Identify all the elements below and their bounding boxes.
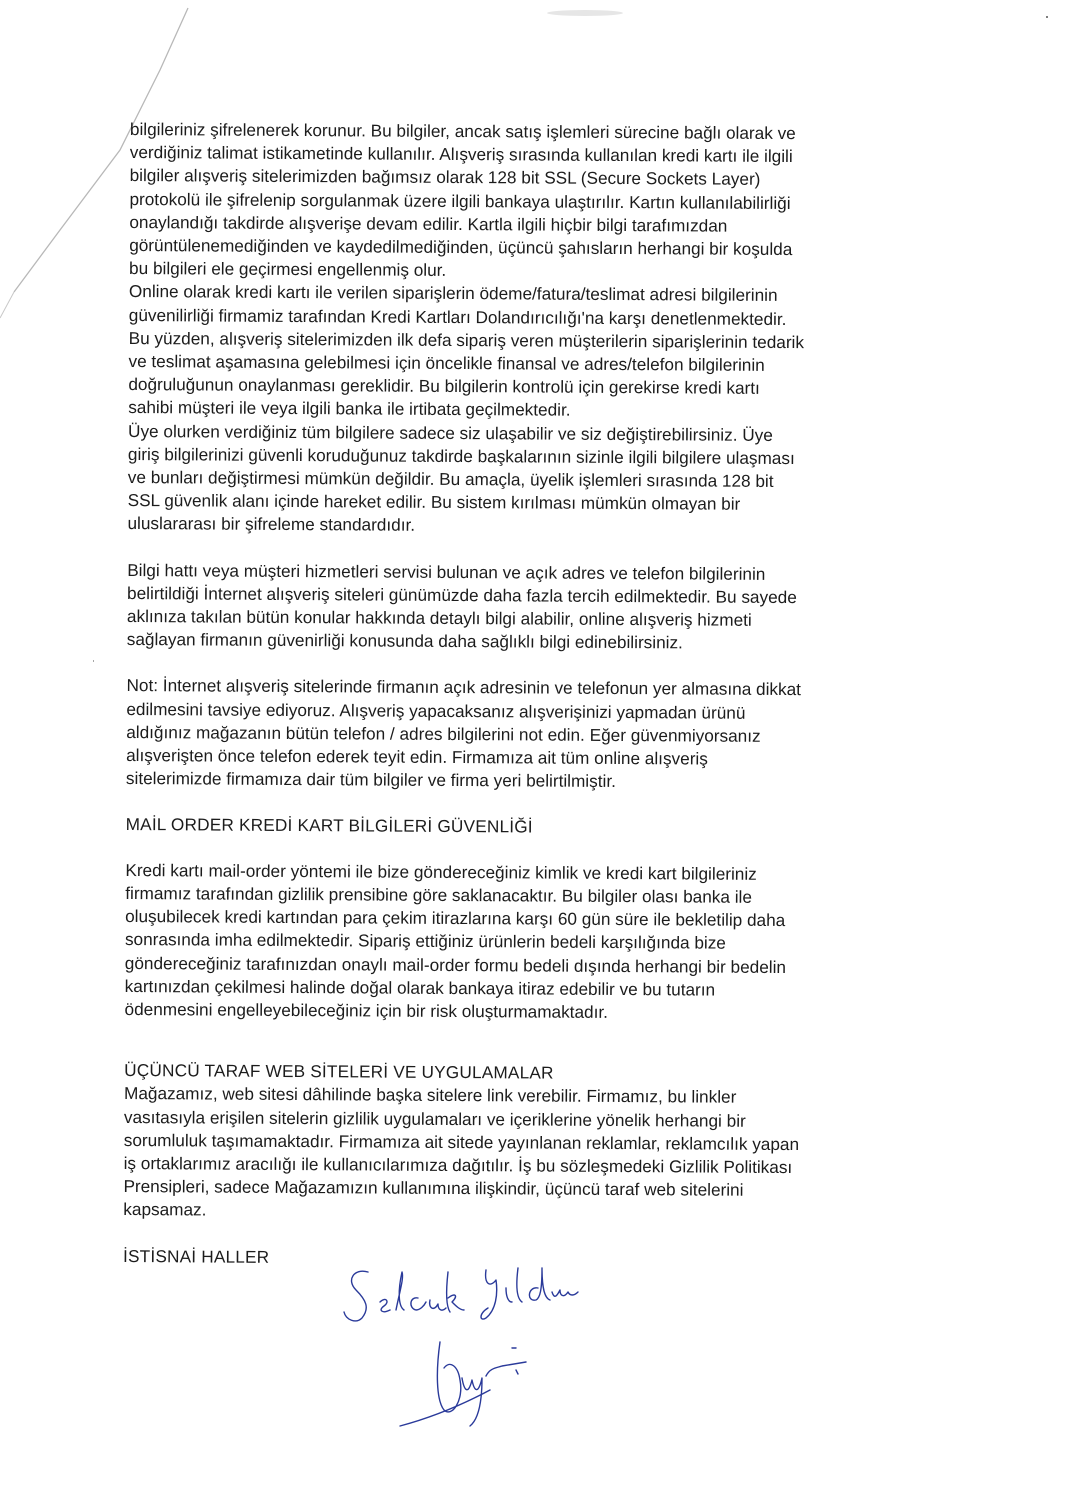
heading-exceptions: İSTİSNAİ HALLER xyxy=(122,1245,270,1267)
scan-speck xyxy=(1046,16,1048,18)
heading-third-party: ÜÇÜNCÜ TARAF WEB SİTELERİ VE UYGULAMALAR xyxy=(124,1060,554,1083)
scan-speck xyxy=(93,660,94,662)
paragraph-note: Not: İnternet alışveriş sitelerinde firmanın açık adresinin ve telefonun yer almasına dikkat edilmesini tavsiye ediyoruz. Alışveriş yapacaksanız alışverişinizi yapmadan ürünü aldığınız mağazanın bütün telefon / adres bilgilerini not edin. Eğer güvenmiyorsanız alışverişten önce telefon ederek teyit edin. Firmamıza ait tüm online alışveriş sitelerimizde firmamıza dair tüm bilgiler ve firma yeri belirtilmiştir. xyxy=(125,675,802,792)
paragraph-membership: Üye olurken verdiğiniz tüm bilgilere sadece siz ulaşabilir ve siz değiştirebilirsiniz. Üye giriş bilgilerinizi güvenli koruduğunuz takdirde başkalarının sizinle ilgili bilgilere ulaşması ve bunları değiştirmesi mümkün değildir. Bu amaçla, üyelik işlemleri sırasında 128 bit SSL güvenlik alanı içinde hareket edilir. Bu sistem kırılması mümkün olmayan bir uluslararası bir şifreleme standardıdır. xyxy=(127,420,795,536)
heading-mail-order: MAİL ORDER KREDİ KART BİLGİLERİ GÜVENLİĞİ xyxy=(125,814,533,837)
scan-top-smudge xyxy=(540,6,630,20)
paragraph-mail-order: Kredi kartı mail-order yöntemi ile bize göndereceğiniz kimlik ve kredi kart bilgileriniz firmamız tarafından gizlilik prensibine göre saklanacaktır. Bu bilgiler olası banka ile oluşubilecek kredi kartından para çekim itirazlarına karşı 60 gün süre ile bekletilip daha sonrasında imha edilmektedir. Sipariş ettiğiniz ürünlerin bedeli karşılığında bize göndereceğiniz tarafınızdan onaylı mail-order formu bedeli dışında herhangi bir bedelin kartınızdan çekilmesi halinde doğal olarak bankaya itiraz edebilir ve bu tutarın ödenmesini engelleyebileceğiniz için bir risk oluşturmamaktadır. xyxy=(124,859,787,1022)
handwritten-signature xyxy=(340,1250,580,1440)
document-body xyxy=(123,118,940,1273)
paragraph-third-party: Mağazamız, web sitesi dâhilinde başka sitelere link verebilir. Firmamız, bu linkler vasıtasıyla erişilen sitelerin gizlilik uygulamaları ve içeriklerine yönelik herhangi bir sorumluluk taşımamaktadır. Firmamıza ait sitede yayınlanan reklamlar, reklamcılık yapan iş ortaklarımız aracılığı ile kullanıcılarımıza dağıtılır. İş bu sözleşmedeki Gizlilik Politikası Prensipleri, sadece Mağazamızın kullanımına ilişkindir, üçüncü taraf web sitelerini kapsamaz. xyxy=(123,1083,800,1220)
paragraph-info-line: Bilgi hattı veya müşteri hizmetleri servisi bulunan ve açık adres ve telefon bilgilerinin belirtildiği İnternet alışveriş siteleri günümüzde daha fazla tercih edilmektedir. Bu sayede aklınıza takılan bütün konular hakkında detaylı bilgi alabilir, online alışveriş hizmeti sağlayan firmanın güvenirliği konusunda daha sağlıklı bilgi edinebilirsiniz. xyxy=(126,559,797,653)
paragraph-fraud-control: Online olarak kredi kartı ile verilen siparişlerin ödeme/fatura/teslimat adresi bilgilerinin güvenilirliği firmamiz tarafından Kredi Kartları Dolandırıcılığı'na karşı denetlenmektedir. Bu yüzden, alışveriş sitelerimizden ilk defa sipariş veren müşterilerin siparişlerinin tedarik ve teslimat aşamasına gelebilmesi için öncelikle finansal ve adres/telefon bilgilerinin doğruluğunun onaylanması gereklidir. Bu bilgilerin kontrolü için gerekirse kredi kartı sahibi müşteri ile veya ilgili banka ile irtibata geçilmektedir. xyxy=(128,281,805,421)
paragraph-encryption: bilgileriniz şifrelenerek korunur. Bu bilgiler, ancak satış işlemleri sürecine bağlı olarak ve verdiğiniz talimat istikametinde kullanılır. Alışveriş sırasında kullanılan kredi kartı ile ilgili bilgiler alışveriş sitelerimizden bağımsız olarak 128 bit SSL (Secure Sockets Layer) protokolü ile şifrelenip sorgulanmak üzere ilgili bankaya ulaştırılır. Kartın kullanılabilirliği onaylandığı takdirde alışverişe devam edilir. Kartla ilgili hiçbir bilgi tarafımızdan görüntülenemediğinden ve kaydedilmediğinden, üçüncü şahısların herhangi bir koşulda bu bilgileri ele geçirmesi engellenmiş olur. xyxy=(129,118,796,281)
